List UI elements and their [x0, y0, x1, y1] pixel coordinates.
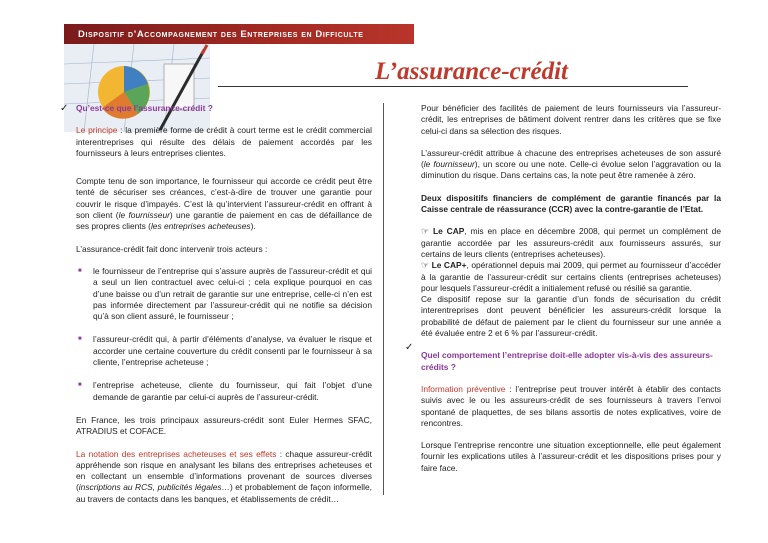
- cap-paragraph: [421, 226, 721, 260]
- importance-em-2: les entreprises acheteuses: [150, 221, 251, 232]
- list-item: [76, 380, 372, 403]
- actors-intro: L’assurance-crédit fait donc intervenir trois acteurs :: [76, 243, 268, 254]
- capplus-label: Le CAP+: [431, 260, 467, 271]
- check-icon: ✓: [60, 103, 69, 114]
- list-item-text: le fournisseur de l’entreprise qui s’assure auprès de l’assureur-crédit et qui a seul un lien contractuel avec celui-ci ; cela explique pourquoi en cas d’une baisse ou d’un retrait de garantie sur une entreprise, celle-ci n’en est pas informée directement par l’assureur-crédit qui ne notifie sa décision qu’à son client assuré, le fournisseur ;: [93, 265, 372, 322]
- score-text-b: ), un score ou une note. Celle-ci évolue selon l’aggravation ou la diminution du risque. Dans certains cas, la note peut être ramenée à zéro.: [421, 159, 722, 181]
- notation-text-b: ) et probablement de façon informelle, au travers de contacts dans les banques, et établissements de crédit…: [76, 482, 373, 504]
- check-icon: ✓: [405, 342, 414, 353]
- list-item: [76, 266, 372, 322]
- notation-paragraph: [76, 449, 372, 505]
- info-text: : l’entreprise peut trouver intérêt à établir des contacts suivis avec le ou les assureurs-crédit de ses fournisseurs à travers l’envoi spontané de plaquettes, de ses bilans assortis de notes explicatives, voire de rencontres.: [421, 383, 721, 428]
- principe-text: : la première forme de crédit à court terme est le crédit commercial interentreprises qui résulte des délais de paiement accordés par les fournisseurs à leurs entreprises clientes.: [76, 125, 372, 158]
- principe-label: Le principe: [76, 125, 118, 136]
- page-title: L’assurance-crédit: [374, 58, 568, 85]
- cap-text: , mis en place en décembre 2008, qui permet un complément de garantie accordée par les assureurs-crédit aux fournisseurs assurés, sur certains de leurs clients (entreprises acheteuses).: [421, 226, 721, 259]
- cap-label: Le CAP: [432, 226, 465, 237]
- capplus-paragraph: [421, 260, 721, 294]
- importance-text-a: Compte tenu de son importance, le fournisseur qui accorde ce crédit peut être tenté de sécuriser ses créances, c’est-à-dire de trouver une garantie pour couvrir le risque d’impayés. C’est là qu’intervient l’assureur-crédit en offrant à son client (: [76, 176, 372, 221]
- bullet-icon: ■: [78, 382, 82, 389]
- actors-list: [76, 266, 372, 403]
- ccr-heading: [421, 193, 721, 216]
- exceptional-paragraph: Lorsque l’entreprise rencontre une situation exceptionnelle, elle peut également fournir les explications utiles à l’assureur-crédit et les dispositions prises pour y faire face.: [421, 440, 721, 473]
- question-what-is: Qu’est-ce que l’assurance-crédit ?: [76, 103, 213, 113]
- importance-em-1: le fournisseur: [118, 210, 170, 221]
- capplus-text: , opérationnel depuis mai 2009, qui permet au fournisseur d’accéder à la garantie de l’assureur-crédit sur certains clients (entreprises acheteuses) pour lesquels l’assureur-crédit a initialement refusé ou résilié sa garantie.: [421, 260, 721, 293]
- bullet-icon: ■: [78, 336, 82, 343]
- insurers-paragraph: En France, les trois principaux assureurs-crédit sont Euler Hermes SFAC, ATRADIUS et COFACE.: [76, 414, 372, 437]
- notation-label: La notation des entreprises acheteuses et ses effets: [76, 448, 277, 459]
- score-text-a: L’assureur-crédit attribue à chacune des entreprises acheteuses de son assuré (: [421, 147, 721, 170]
- list-item-text: l’entreprise acheteuse, cliente du fournisseur, qui fait l’objet d’une demande de garantie par celui-ci auprès de l’assureur-crédit.: [93, 380, 372, 402]
- left-column: [76, 103, 372, 516]
- score-paragraph: [421, 148, 721, 182]
- bullet-icon: ■: [78, 267, 82, 274]
- importance-text-c: ).: [250, 221, 256, 232]
- importance-text-b: ) une garantie de paiement en cas de défaillance de ses propres clients (: [76, 210, 372, 232]
- ccr-heading-text: Deux dispositifs financiers de complément de garantie financés par la Caisse centrale de réassurance (CCR) avec la contre-garantie de l’Etat.: [421, 192, 721, 215]
- eligibility-paragraph: Pour bénéficier des facilités de paiement de leurs fournisseurs via l’assureur-crédit, les entreprises de bâtiment doivent rentrer dans les critères que se fixe celui-ci dans sa sélection des risques.: [421, 103, 721, 136]
- importance-paragraph: [76, 176, 372, 232]
- cap-description: Ce dispositif repose sur la garantie d’un fonds de sécurisation du crédit interentreprises dont peuvent bénéficier les assureurs-crédit lorsque la probabilité de défaut de paiement par le client du fournisseur sur une année a été évaluée entre 2 et 6 % par l’assureur-crédit.: [421, 294, 721, 339]
- title-rule: [218, 86, 688, 87]
- banner-text: Dispositif d’Accompagnement des Entreprises en Difficulte: [78, 28, 364, 40]
- header-banner: [64, 24, 414, 44]
- pointing-hand-icon: ☞: [421, 226, 430, 237]
- list-item: [76, 334, 372, 368]
- notation-text-a: : chaque assureur-crédit appréhende son risque en analysant les bilans des entreprises acheteuses et en collectant un ensemble d’informations provenant de sources diverses (: [76, 448, 372, 493]
- pointing-hand-icon: ☞: [421, 260, 430, 271]
- score-em: le fournisseur: [423, 159, 475, 170]
- notation-em: inscriptions au RCS, publicités légales…: [78, 482, 230, 493]
- list-item-text: l’assureur-crédit qui, à partir d’éléments d’analyse, va évaluer le risque et accorder une certaine couverture du crédit consenti par le fournisseur à sa cliente, l’entreprise acheteuse ;: [93, 334, 372, 368]
- principe-paragraph: [76, 125, 372, 159]
- info-label: Information préventive: [421, 383, 506, 394]
- column-divider: [383, 103, 384, 495]
- info-paragraph: [421, 384, 721, 429]
- question-behavior: Quel comportement l’entreprise doit-elle adopter vis-à-vis des assureurs-crédits ?: [421, 350, 713, 372]
- right-column: [421, 103, 721, 485]
